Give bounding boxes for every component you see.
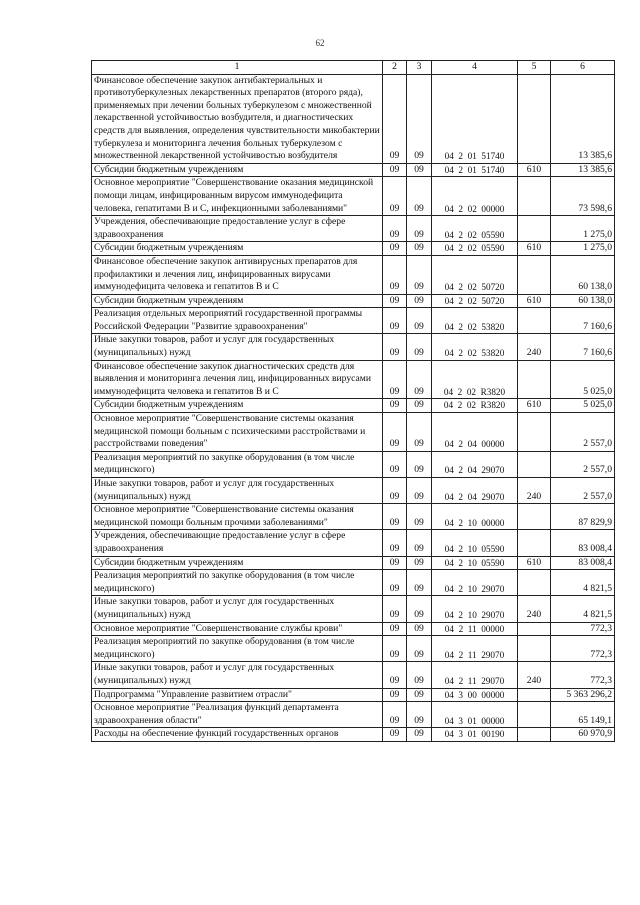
row-name: Иные закупки товаров, работ и услуг для государственных (муниципальных) нужд	[92, 596, 383, 622]
row-subsection: 09	[407, 294, 432, 308]
row-name: Расходы на обеспечение функций государственных органов	[92, 728, 383, 742]
row-section: 09	[383, 216, 407, 242]
row-amount: 2 557,0	[551, 478, 615, 504]
table-row	[92, 478, 615, 504]
header-col-2: 2	[383, 61, 407, 75]
table-row	[92, 255, 615, 294]
table-row	[92, 622, 615, 636]
row-name: Реализация отдельных мероприятий государственной программы Российской Федерации "Развитие здравоохранения"	[92, 308, 383, 334]
row-target-code: 04 2 10 29070	[432, 596, 518, 622]
row-subsection: 09	[407, 622, 432, 636]
row-expense-type: 240	[518, 334, 551, 360]
row-section: 09	[383, 662, 407, 688]
row-subsection: 09	[407, 177, 432, 216]
header-col-1: 1	[92, 61, 383, 75]
row-expense-type	[518, 216, 551, 242]
row-section: 09	[383, 255, 407, 294]
row-subsection: 09	[407, 570, 432, 596]
row-expense-type: 240	[518, 662, 551, 688]
row-target-code: 04 2 04 29070	[432, 478, 518, 504]
row-subsection: 09	[407, 399, 432, 413]
row-subsection: 09	[407, 636, 432, 662]
row-subsection: 09	[407, 504, 432, 530]
row-amount: 772,3	[551, 636, 615, 662]
table-row	[92, 399, 615, 413]
row-name: Иные закупки товаров, работ и услуг для государственных (муниципальных) нужд	[92, 334, 383, 360]
header-col-4: 4	[432, 61, 518, 75]
row-name: Субсидии бюджетным учреждениям	[92, 294, 383, 308]
row-expense-type	[518, 728, 551, 742]
row-subsection: 09	[407, 413, 432, 452]
row-expense-type	[518, 255, 551, 294]
row-section: 09	[383, 530, 407, 556]
row-section: 09	[383, 702, 407, 728]
row-subsection: 09	[407, 360, 432, 399]
row-expense-type: 610	[518, 294, 551, 308]
table-row	[92, 504, 615, 530]
row-name: Учреждения, обеспечивающие предоставление услуг в сфере здравоохранения	[92, 216, 383, 242]
row-name: Реализация мероприятий по закупке оборудования (в том числе медицинского)	[92, 451, 383, 477]
row-name: Финансовое обеспечение закупок диагностических средств для выявления и мониторинга лечения лиц, инфицированных вирусами иммунодефицита человека и гепатитов B и C	[92, 360, 383, 399]
row-target-code: 04 2 02 05590	[432, 242, 518, 256]
row-name: Субсидии бюджетным учреждениям	[92, 556, 383, 570]
row-target-code: 04 2 02 00000	[432, 177, 518, 216]
row-amount: 60 138,0	[551, 255, 615, 294]
row-name: Основное мероприятие "Совершенствование системы оказания медицинской помощи больным с психическими расстройствами и расстройствами поведения"	[92, 413, 383, 452]
row-expense-type: 610	[518, 163, 551, 177]
row-name: Основное мероприятие "Совершенствование оказания медицинской помощи лицам, инфицированным вирусом иммунодефицита человека, гепатитами B и C, инфекционными заболеваниями"	[92, 177, 383, 216]
row-subsection: 09	[407, 255, 432, 294]
row-target-code: 04 3 00 00000	[432, 688, 518, 702]
row-section: 09	[383, 163, 407, 177]
table-row	[92, 596, 615, 622]
table-row	[92, 451, 615, 477]
row-target-code: 04 2 01 51740	[432, 163, 518, 177]
row-expense-type	[518, 622, 551, 636]
row-amount: 13 385,6	[551, 74, 615, 163]
row-section: 09	[383, 451, 407, 477]
row-subsection: 09	[407, 556, 432, 570]
row-amount: 83 008,4	[551, 530, 615, 556]
row-subsection: 09	[407, 688, 432, 702]
row-name: Основное мероприятие "Совершенствование службы крови"	[92, 622, 383, 636]
row-section: 09	[383, 360, 407, 399]
row-amount: 5 363 296,2	[551, 688, 615, 702]
row-expense-type	[518, 177, 551, 216]
row-subsection: 09	[407, 308, 432, 334]
table-row	[92, 294, 615, 308]
row-amount: 5 025,0	[551, 399, 615, 413]
table-row	[92, 216, 615, 242]
row-name: Реализация мероприятий по закупке оборудования (в том числе медицинского)	[92, 570, 383, 596]
row-expense-type	[518, 451, 551, 477]
row-amount: 83 008,4	[551, 556, 615, 570]
table-row	[92, 636, 615, 662]
table-row	[92, 413, 615, 452]
row-name: Основное мероприятие "Реализация функций департамента здравоохранения области"	[92, 702, 383, 728]
header-col-3: 3	[407, 61, 432, 75]
row-amount: 60 138,0	[551, 294, 615, 308]
row-name: Финансовое обеспечение закупок антивирусных препаратов для профилактики и лечения лиц, инфицированных вирусами иммунодефицита человека и гепатитов B и C	[92, 255, 383, 294]
row-section: 09	[383, 478, 407, 504]
row-expense-type: 240	[518, 596, 551, 622]
row-name: Субсидии бюджетным учреждениям	[92, 163, 383, 177]
table-row	[92, 556, 615, 570]
table-row	[92, 530, 615, 556]
row-section: 09	[383, 504, 407, 530]
row-target-code: 04 2 10 05590	[432, 530, 518, 556]
row-section: 09	[383, 596, 407, 622]
row-name: Учреждения, обеспечивающие предоставление услуг в сфере здравоохранения	[92, 530, 383, 556]
row-expense-type	[518, 504, 551, 530]
row-target-code: 04 2 10 29070	[432, 570, 518, 596]
row-section: 09	[383, 413, 407, 452]
row-target-code: 04 2 04 00000	[432, 413, 518, 452]
row-target-code: 04 2 11 29070	[432, 662, 518, 688]
table-row	[92, 163, 615, 177]
row-section: 09	[383, 570, 407, 596]
row-target-code: 04 2 10 00000	[432, 504, 518, 530]
row-target-code: 04 3 01 00000	[432, 702, 518, 728]
row-amount: 73 598,6	[551, 177, 615, 216]
row-target-code: 04 2 02 R3820	[432, 399, 518, 413]
row-name: Основное мероприятие "Совершенствование системы оказания медицинской помощи больным прочими заболеваниями"	[92, 504, 383, 530]
row-target-code: 04 2 02 53820	[432, 334, 518, 360]
row-section: 09	[383, 242, 407, 256]
row-expense-type: 610	[518, 399, 551, 413]
row-amount: 4 821,5	[551, 570, 615, 596]
row-target-code: 04 2 04 29070	[432, 451, 518, 477]
row-subsection: 09	[407, 242, 432, 256]
row-name: Иные закупки товаров, работ и услуг для государственных (муниципальных) нужд	[92, 478, 383, 504]
row-expense-type	[518, 570, 551, 596]
row-target-code: 04 2 11 00000	[432, 622, 518, 636]
table-body	[92, 74, 615, 741]
row-expense-type	[518, 360, 551, 399]
row-amount: 772,3	[551, 622, 615, 636]
row-name: Субсидии бюджетным учреждениям	[92, 399, 383, 413]
row-section: 09	[383, 556, 407, 570]
row-target-code: 04 2 02 05590	[432, 216, 518, 242]
row-section: 09	[383, 688, 407, 702]
row-subsection: 09	[407, 662, 432, 688]
table-row	[92, 308, 615, 334]
table-row	[92, 74, 615, 163]
row-amount: 13 385,6	[551, 163, 615, 177]
row-amount: 87 829,9	[551, 504, 615, 530]
row-target-code: 04 2 02 R3820	[432, 360, 518, 399]
row-amount: 772,3	[551, 662, 615, 688]
row-subsection: 09	[407, 596, 432, 622]
row-subsection: 09	[407, 74, 432, 163]
page-number: 62	[315, 38, 325, 48]
row-amount: 5 025,0	[551, 360, 615, 399]
row-amount: 2 557,0	[551, 413, 615, 452]
table-row	[92, 662, 615, 688]
row-target-code: 04 2 01 51740	[432, 74, 518, 163]
row-subsection: 09	[407, 216, 432, 242]
row-section: 09	[383, 399, 407, 413]
row-subsection: 09	[407, 478, 432, 504]
row-section: 09	[383, 334, 407, 360]
row-name: Субсидии бюджетным учреждениям	[92, 242, 383, 256]
table-row	[92, 334, 615, 360]
header-row	[92, 61, 615, 75]
row-amount: 1 275,0	[551, 242, 615, 256]
table-row	[92, 242, 615, 256]
row-section: 09	[383, 177, 407, 216]
row-amount: 7 160,6	[551, 308, 615, 334]
budget-table	[91, 60, 615, 742]
row-subsection: 09	[407, 163, 432, 177]
row-section: 09	[383, 308, 407, 334]
row-subsection: 09	[407, 334, 432, 360]
row-expense-type: 240	[518, 478, 551, 504]
table-row	[92, 177, 615, 216]
row-target-code: 04 2 11 29070	[432, 636, 518, 662]
row-name: Подпрограмма "Управление развитием отрасли"	[92, 688, 383, 702]
table-row	[92, 702, 615, 728]
row-expense-type: 610	[518, 556, 551, 570]
row-expense-type	[518, 74, 551, 163]
row-subsection: 09	[407, 728, 432, 742]
row-subsection: 09	[407, 702, 432, 728]
row-target-code: 04 2 02 50720	[432, 255, 518, 294]
row-section: 09	[383, 74, 407, 163]
row-expense-type	[518, 702, 551, 728]
row-subsection: 09	[407, 451, 432, 477]
table-row	[92, 728, 615, 742]
row-target-code: 04 2 10 05590	[432, 556, 518, 570]
row-name: Иные закупки товаров, работ и услуг для государственных (муниципальных) нужд	[92, 662, 383, 688]
row-target-code: 04 2 02 53820	[432, 308, 518, 334]
row-amount: 65 149,1	[551, 702, 615, 728]
row-name: Реализация мероприятий по закупке оборудования (в том числе медицинского)	[92, 636, 383, 662]
row-subsection: 09	[407, 530, 432, 556]
row-name: Финансовое обеспечение закупок антибактериальных и противотуберкулезных лекарственных препаратов (второго ряда), применяемых при лечении больных туберкулезом с множественной лекарственной устойчивостью возбудителя, и диагностических средств для выявления, определения чувствительности микобактерии туберкулеза и мониторинга лечения больных туберкулезом с множественной лекарственной устойчивостью возбудителя	[92, 74, 383, 163]
row-expense-type	[518, 530, 551, 556]
header-col-5: 5	[518, 61, 551, 75]
row-expense-type	[518, 308, 551, 334]
row-target-code: 04 2 02 50720	[432, 294, 518, 308]
row-target-code: 04 3 01 00190	[432, 728, 518, 742]
table-row	[92, 570, 615, 596]
row-section: 09	[383, 636, 407, 662]
row-section: 09	[383, 622, 407, 636]
table-row	[92, 688, 615, 702]
row-expense-type: 610	[518, 242, 551, 256]
table-row	[92, 360, 615, 399]
row-expense-type	[518, 688, 551, 702]
row-amount: 7 160,6	[551, 334, 615, 360]
row-amount: 1 275,0	[551, 216, 615, 242]
row-amount: 2 557,0	[551, 451, 615, 477]
header-col-6: 6	[551, 61, 615, 75]
row-amount: 60 970,9	[551, 728, 615, 742]
row-expense-type	[518, 413, 551, 452]
row-expense-type	[518, 636, 551, 662]
row-section: 09	[383, 728, 407, 742]
row-amount: 4 821,5	[551, 596, 615, 622]
row-section: 09	[383, 294, 407, 308]
